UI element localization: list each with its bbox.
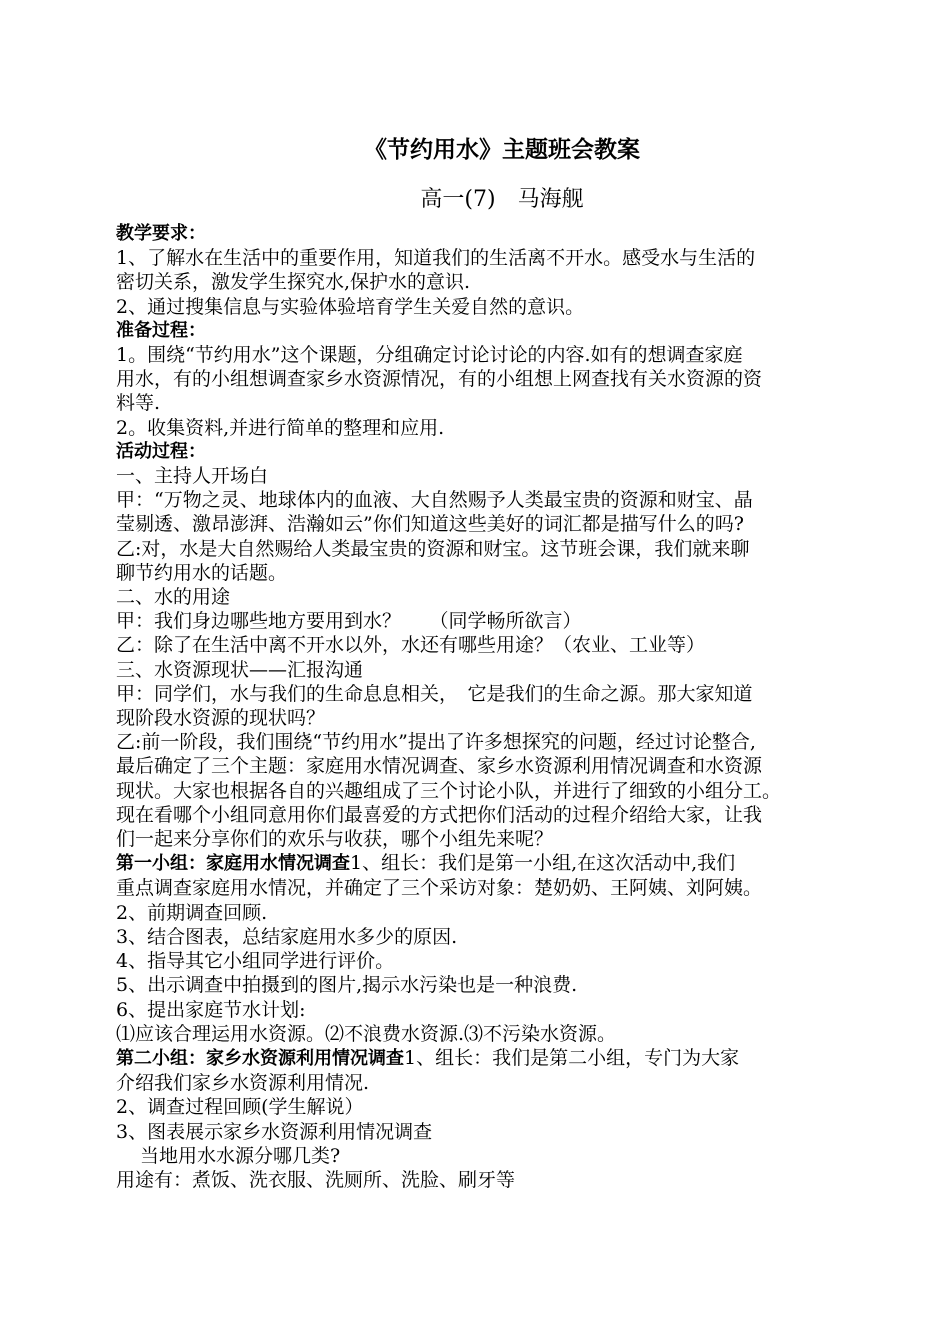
- group-two-text: 1、组长：我们是第二小组，专门为大家: [404, 1046, 740, 1069]
- text-line: 甲：“万物之灵、地球体内的血液、大自然赐予人类最宝贵的资源和财宝、晶: [116, 489, 753, 512]
- text-line: 当地用水水源分哪几类?: [140, 1144, 341, 1167]
- text-line: 2。收集资料,并进行简单的整理和应用.: [116, 416, 445, 439]
- text-line: 1、了解水在生活中的重要作用，知道我们的生活离不开水。感受水与生活的: [116, 247, 756, 270]
- text-line: 2、调查过程回顾(学生解说）: [116, 1096, 364, 1119]
- document-subtitle: 高一(7) 马海舰: [420, 187, 584, 212]
- activity-heading: 活动过程：: [116, 440, 206, 462]
- text-line: 料等.: [116, 392, 161, 415]
- text-line: 3、图表展示家乡水资源利用情况调查: [116, 1120, 433, 1143]
- text-line: 2、前期调查回顾.: [116, 901, 268, 924]
- document-page: [116, 134, 876, 1192]
- group-one-text: 1、组长：我们是第一小组,在这次活动中,我们: [350, 852, 736, 875]
- teaching-requirements-heading: 教学要求：: [116, 223, 206, 244]
- group-two-line: [116, 1046, 876, 1071]
- text-line: 甲：同学们，水与我们的生命息息相关， 它是我们的生命之源。那大家知道: [116, 682, 753, 705]
- text-line: 们一起来分享你们的欢乐与收获，哪个小组先来呢？: [116, 828, 554, 851]
- text-line: 聊节约用水的话题。: [116, 561, 288, 584]
- document-title: 《节约用水》主题班会教案: [364, 137, 640, 163]
- text-line: 三、水资源现状——汇报沟通: [116, 658, 364, 681]
- group-one-line: [116, 851, 876, 876]
- text-line: 最后确定了三个主题：家庭用水情况调查、家乡水资源利用情况调查和水资源: [116, 755, 763, 778]
- group-one-label: 第一小组：家庭用水情况调查: [116, 853, 350, 875]
- text-line: 莹剔透、激昂澎湃、浩瀚如云”你们知道这些美好的词汇都是描写什么的吗?: [116, 513, 744, 536]
- preparation-heading: 准备过程：: [116, 319, 206, 341]
- text-line: 用水，有的小组想调查家乡水资源情况，有的小组想上网查找有关水资源的资: [116, 368, 763, 391]
- text-line: 甲：我们身边哪些地方要用到水？ （同学畅所欲言）: [116, 610, 582, 633]
- group-two-label: 第二小组：家乡水资源利用情况调查: [116, 1047, 404, 1069]
- text-line: ⑴应该合理运用水资源。⑵不浪费水资源.⑶不污染水资源。: [116, 1022, 617, 1045]
- text-line: 乙：除了在生活中离不开水以外，水还有哪些用途？（农业、工业等）: [116, 634, 706, 657]
- text-line: 现在看哪个小组同意用你们最喜爱的方式把你们活动的过程介绍给大家，让我: [116, 803, 763, 826]
- text-line: 二、水的用途: [116, 586, 231, 609]
- text-line: 4、指导其它小组同学进行评价。: [116, 950, 395, 973]
- text-line: 3、结合图表，总结家庭用水多少的原因.: [116, 925, 458, 948]
- text-line: 介绍我们家乡水资源利用情况.: [116, 1072, 370, 1095]
- text-line: 1。围绕“节约用水”这个课题，分组确定讨论讨论的内容.如有的想调查家庭: [116, 344, 743, 367]
- text-line: 6、提出家庭节水计划:: [116, 998, 306, 1021]
- text-line: 2、通过搜集信息与实验体验培育学生关爱自然的意识。: [116, 295, 585, 318]
- text-line: 用途有：煮饭、洗衣服、洗厕所、洗脸、刷牙等: [116, 1168, 516, 1191]
- text-line: 密切关系，激发学生探究水,保护水的意识.: [116, 271, 471, 294]
- text-line: 乙:前一阶段，我们围绕“节约用水”提出了许多想探究的问题，经过讨论整合,: [116, 731, 756, 754]
- text-line: 现状。大家也根据各自的兴趣组成了三个讨论小队，并进行了细致的小组分工。: [116, 779, 782, 802]
- text-line: 一、主持人开场白: [116, 465, 269, 488]
- text-line: 乙:对，水是大自然赐给人类最宝贵的资源和财宝。这节班会课，我们就来聊: [116, 537, 750, 560]
- text-line: 重点调查家庭用水情况，并确定了三个采访对象：楚奶奶、王阿姨、刘阿姨。: [116, 877, 763, 900]
- text-line: 现阶段水资源的现状吗？: [116, 707, 326, 730]
- text-line: 5、出示调查中拍摄到的图片,揭示水污染也是一种浪费.: [116, 974, 578, 997]
